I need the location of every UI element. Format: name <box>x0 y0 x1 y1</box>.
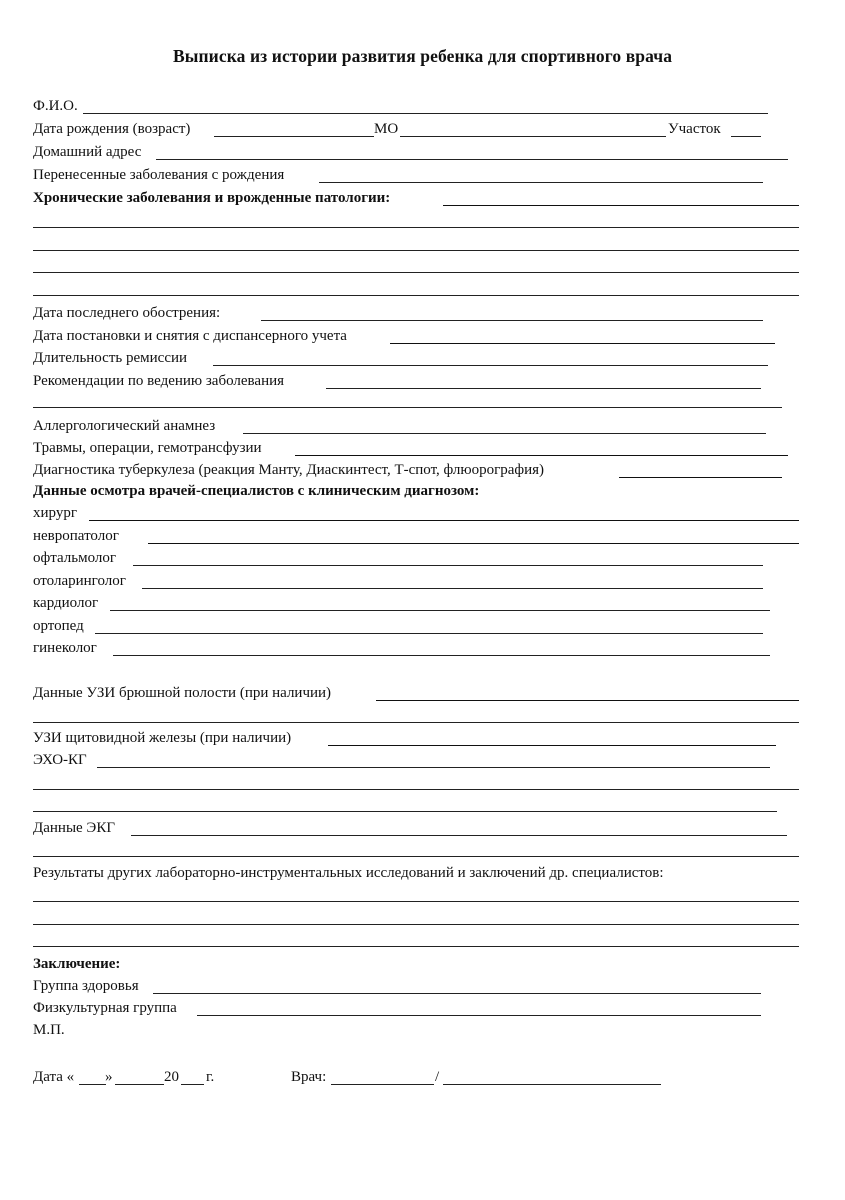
dispensary-dates-field[interactable] <box>33 326 775 346</box>
allergy-field[interactable] <box>33 416 766 436</box>
remission-label: Длительность ремиссии <box>33 350 188 366</box>
specialist-surgeon[interactable] <box>33 503 799 523</box>
home-address-field[interactable] <box>33 142 788 162</box>
specialist-label: невропатолог <box>33 528 119 544</box>
last-exacerbation-label: Дата последнего обострения: <box>33 305 221 321</box>
other-results-line-2[interactable] <box>33 924 799 925</box>
conclusion-header: Заключение: <box>33 956 121 972</box>
other-results-line-3[interactable] <box>33 946 799 947</box>
date-month-input[interactable] <box>115 1084 164 1085</box>
specialist-cardiologist[interactable] <box>33 593 770 613</box>
document-title: Выписка из истории развития ребенка для спортивного врача <box>172 46 673 66</box>
tb-diagnostics-field[interactable] <box>33 460 782 480</box>
specialist-label: кардиолог <box>33 595 99 611</box>
thyroid-us-field[interactable] <box>33 728 776 748</box>
birth-date-input[interactable] <box>214 136 374 137</box>
echo-kg-line-2[interactable] <box>33 789 799 790</box>
chronic-line-4[interactable] <box>33 295 799 296</box>
other-results-label: Результаты других лабораторно-инструментальных исследований и заключений др. специалистов: <box>33 865 664 881</box>
abdominal-us-label: Данные УЗИ брюшной полости (при наличии) <box>33 685 332 701</box>
ecg-line-2[interactable] <box>33 856 799 857</box>
remission-field[interactable] <box>33 348 768 368</box>
specialist-label: гинеколог <box>33 640 97 656</box>
birth-date-label: Дата рождения (возраст) <box>33 121 191 137</box>
specialist-label: отоларинголог <box>33 573 126 589</box>
birth-date-row <box>33 119 773 139</box>
health-group-field[interactable] <box>33 976 761 996</box>
stamp-label: М.П. <box>33 1022 65 1038</box>
past-diseases-field[interactable] <box>33 165 763 185</box>
tb-diagnostics-label: Диагностика туберкулеза (реакция Манту, Диаскинтест, Т-спот, флюорография) <box>33 462 545 478</box>
specialist-ophthalmologist[interactable] <box>33 548 763 568</box>
abdominal-us-field[interactable] <box>33 683 799 703</box>
specialist-otolaryngologist[interactable] <box>33 571 763 591</box>
district-input[interactable] <box>731 136 761 137</box>
echo-kg-field[interactable] <box>33 750 770 770</box>
recommendations-label: Рекомендации по ведению заболевания <box>33 373 285 389</box>
district-label: Участок <box>668 121 721 137</box>
date-year-input[interactable] <box>181 1084 204 1085</box>
chronic-field[interactable] <box>33 188 799 208</box>
specialist-neurologist[interactable] <box>33 526 799 546</box>
dispensary-dates-label: Дата постановки и снятия с диспансерного учета <box>33 328 347 344</box>
doctor-name-input[interactable] <box>443 1084 661 1085</box>
specialist-gynecologist[interactable] <box>33 638 770 658</box>
thyroid-us-label: УЗИ щитовидной железы (при наличии) <box>33 730 292 746</box>
doctor-label: Врач: <box>291 1069 327 1085</box>
mo-label: МО <box>374 121 399 137</box>
specialist-label: ортопед <box>33 618 84 634</box>
other-results-line-1[interactable] <box>33 901 799 902</box>
abdominal-us-line-2[interactable] <box>33 722 799 723</box>
specialist-label: хирург <box>33 505 77 521</box>
chronic-line-1[interactable] <box>33 227 799 228</box>
year-prefix: 20 <box>164 1069 179 1085</box>
echo-kg-label: ЭХО-КГ <box>33 752 87 768</box>
echo-kg-line-3[interactable] <box>33 811 777 812</box>
year-suffix: г. <box>206 1069 215 1085</box>
signature-separator: / <box>435 1069 440 1085</box>
specialist-label: офтальмолог <box>33 550 117 566</box>
pe-group-field[interactable] <box>33 998 761 1018</box>
health-group-label: Группа здоровья <box>33 978 139 994</box>
injuries-label: Травмы, операции, гемотрансфузии <box>33 440 262 456</box>
chronic-label: Хронические заболевания и врожденные патологии: <box>33 190 391 206</box>
pe-group-label: Физкультурная группа <box>33 1000 177 1016</box>
injuries-field[interactable] <box>33 438 788 458</box>
date-day-input[interactable] <box>79 1084 106 1085</box>
mo-input[interactable] <box>400 136 666 137</box>
specialist-orthopedist[interactable] <box>33 616 763 636</box>
fio-field[interactable] <box>33 96 768 116</box>
footer-row <box>33 1067 673 1087</box>
recommendations-field[interactable] <box>33 371 761 391</box>
chronic-line-3[interactable] <box>33 272 799 273</box>
fio-label: Ф.И.О. <box>33 98 78 114</box>
recommendations-line-2[interactable] <box>33 407 782 408</box>
allergy-label: Аллергологический анамнез <box>33 418 216 434</box>
past-diseases-label: Перенесенные заболевания с рождения <box>33 167 285 183</box>
ecg-field[interactable] <box>33 818 787 838</box>
date-label: Дата « <box>33 1069 75 1085</box>
ecg-label: Данные ЭКГ <box>33 820 116 836</box>
date-close-quote: » <box>105 1069 113 1085</box>
doctor-signature-input[interactable] <box>331 1084 434 1085</box>
chronic-line-2[interactable] <box>33 250 799 251</box>
home-address-label: Домашний адрес <box>33 144 142 160</box>
last-exacerbation-field[interactable] <box>33 303 763 323</box>
specialists-header: Данные осмотра врачей-специалистов с клиническим диагнозом: <box>33 483 480 499</box>
